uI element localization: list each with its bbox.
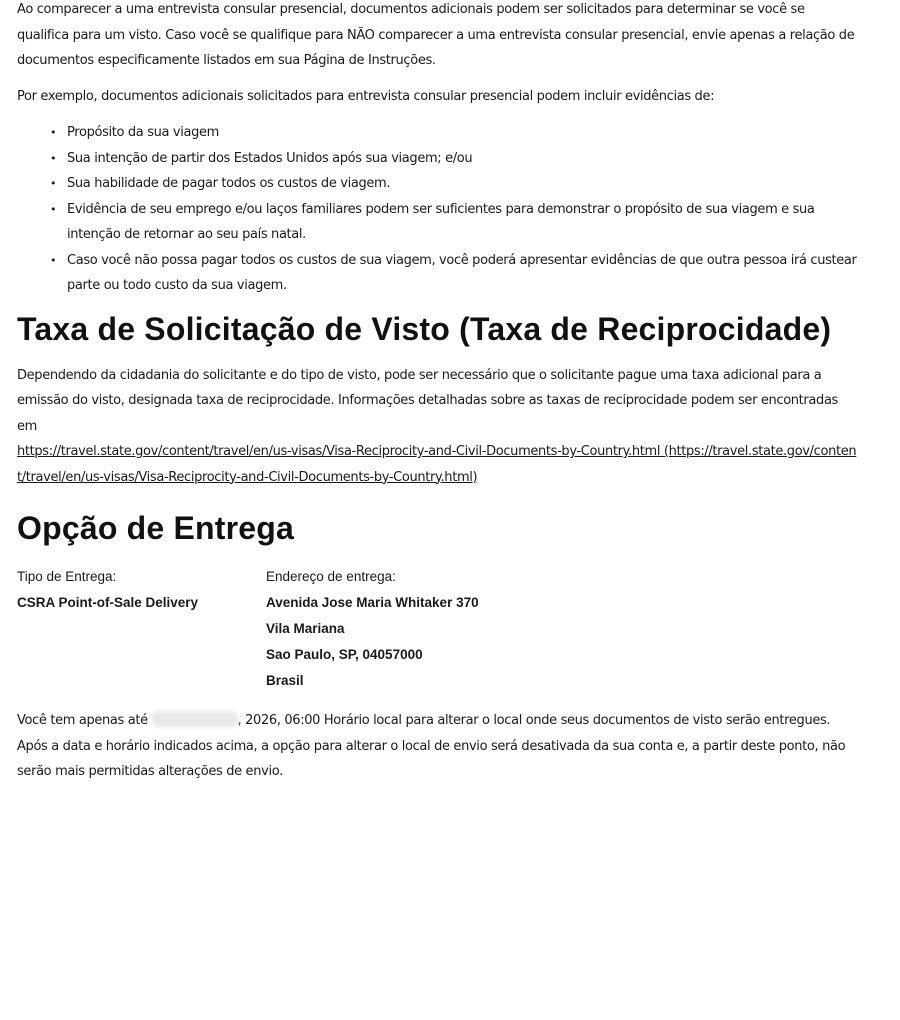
bullet-icon: • — [50, 253, 57, 267]
example-paragraph: Por exemplo, documentos adicionais solicitados para entrevista consular presencial podem incluir evidências de: — [17, 88, 715, 104]
redacted-date — [152, 711, 238, 727]
delivery-type-label: Tipo de Entrega: — [17, 569, 117, 584]
list-item — [50, 120, 860, 146]
address-line-street: Avenida Jose Maria Whitaker 370 — [266, 595, 479, 610]
delivery-address-column — [266, 564, 860, 694]
delivery-heading: Opção de Entrega — [17, 510, 295, 546]
list-item — [50, 248, 860, 299]
delivery-type-column — [17, 564, 266, 694]
list-item-text: Propósito da sua viagem — [67, 125, 219, 140]
list-item — [50, 197, 860, 248]
evidence-list — [17, 120, 860, 299]
address-line-country: Brasil — [266, 673, 304, 688]
address-line-district: Vila Mariana — [266, 621, 345, 636]
reciprocity-paragraph — [17, 363, 860, 491]
bullet-icon: • — [50, 202, 57, 216]
list-item-text: Evidência de seu emprego e/ou laços familiares podem ser suficientes para demonstrar o propósito de sua viagem e sua intenção de retornar ao seu país natal. — [67, 201, 815, 242]
list-item-text: Sua intenção de partir dos Estados Unidos após sua viagem; e/ou — [67, 150, 473, 166]
address-line-city: Sao Paulo, SP, 04057000 — [266, 647, 423, 662]
reciprocity-text: Dependendo da cidadania do solicitante e do tipo de visto, pode ser necessário que o solicitante pague uma taxa adicional para a emissão do visto, designada taxa de reciprocidade. Informações detalhadas sobre as taxas de reciprocidade podem ser encontradas em — [17, 367, 838, 434]
bullet-icon: • — [50, 177, 57, 190]
reciprocity-heading: Taxa de Solicitação de Visto (Taxa de Reciprocidade) — [17, 310, 832, 347]
reciprocity-link[interactable]: https://travel.state.gov/content/travel/en/us-visas/Visa-Reciprocity-and-Civil-Documents-by-Country.html (https://travel.state.gov/content/travel/en/us-visas/Visa-Reciprocity-and-Civil-Documents-by-Country.html) — [17, 444, 857, 485]
list-item — [50, 146, 860, 172]
deadline-suffix: , 2026, 06:00 Horário local para alterar o local onde seus documentos de visto serão entregues. Após a data e horário indicados acima, a opção para alterar o local de envio será desativada da sua conta e, a partir deste ponto, não serão mais permitidas alterações de envio. — [17, 713, 846, 779]
deadline-prefix: Você tem apenas até — [17, 713, 148, 728]
list-item — [50, 171, 860, 197]
list-item-text: Caso você não possa pagar todos os custos de sua viagem, você poderá apresentar evidências de que outra pessoa irá custear parte ou todo custo da sua viagem. — [67, 252, 857, 293]
delivery-type-value: CSRA Point-of-Sale Delivery — [17, 595, 199, 610]
intro-paragraph: Ao comparecer a uma entrevista consular presencial, documentos adicionais podem ser solicitados para determinar se você se qualifica para um visto. Caso você se qualifique para NÃO comparecer a uma entrevista consular presencial, envie apenas a relação de documentos especificamente listados em sua Página de Instruções. — [17, 2, 855, 68]
deadline-paragraph — [17, 708, 860, 785]
delivery-details — [17, 564, 860, 694]
bullet-icon: • — [50, 151, 57, 165]
list-item-text: Sua habilidade de pagar todos os custos de viagem. — [67, 176, 391, 191]
delivery-address-label: Endereço de entrega: — [266, 569, 396, 584]
bullet-icon: • — [50, 126, 57, 139]
